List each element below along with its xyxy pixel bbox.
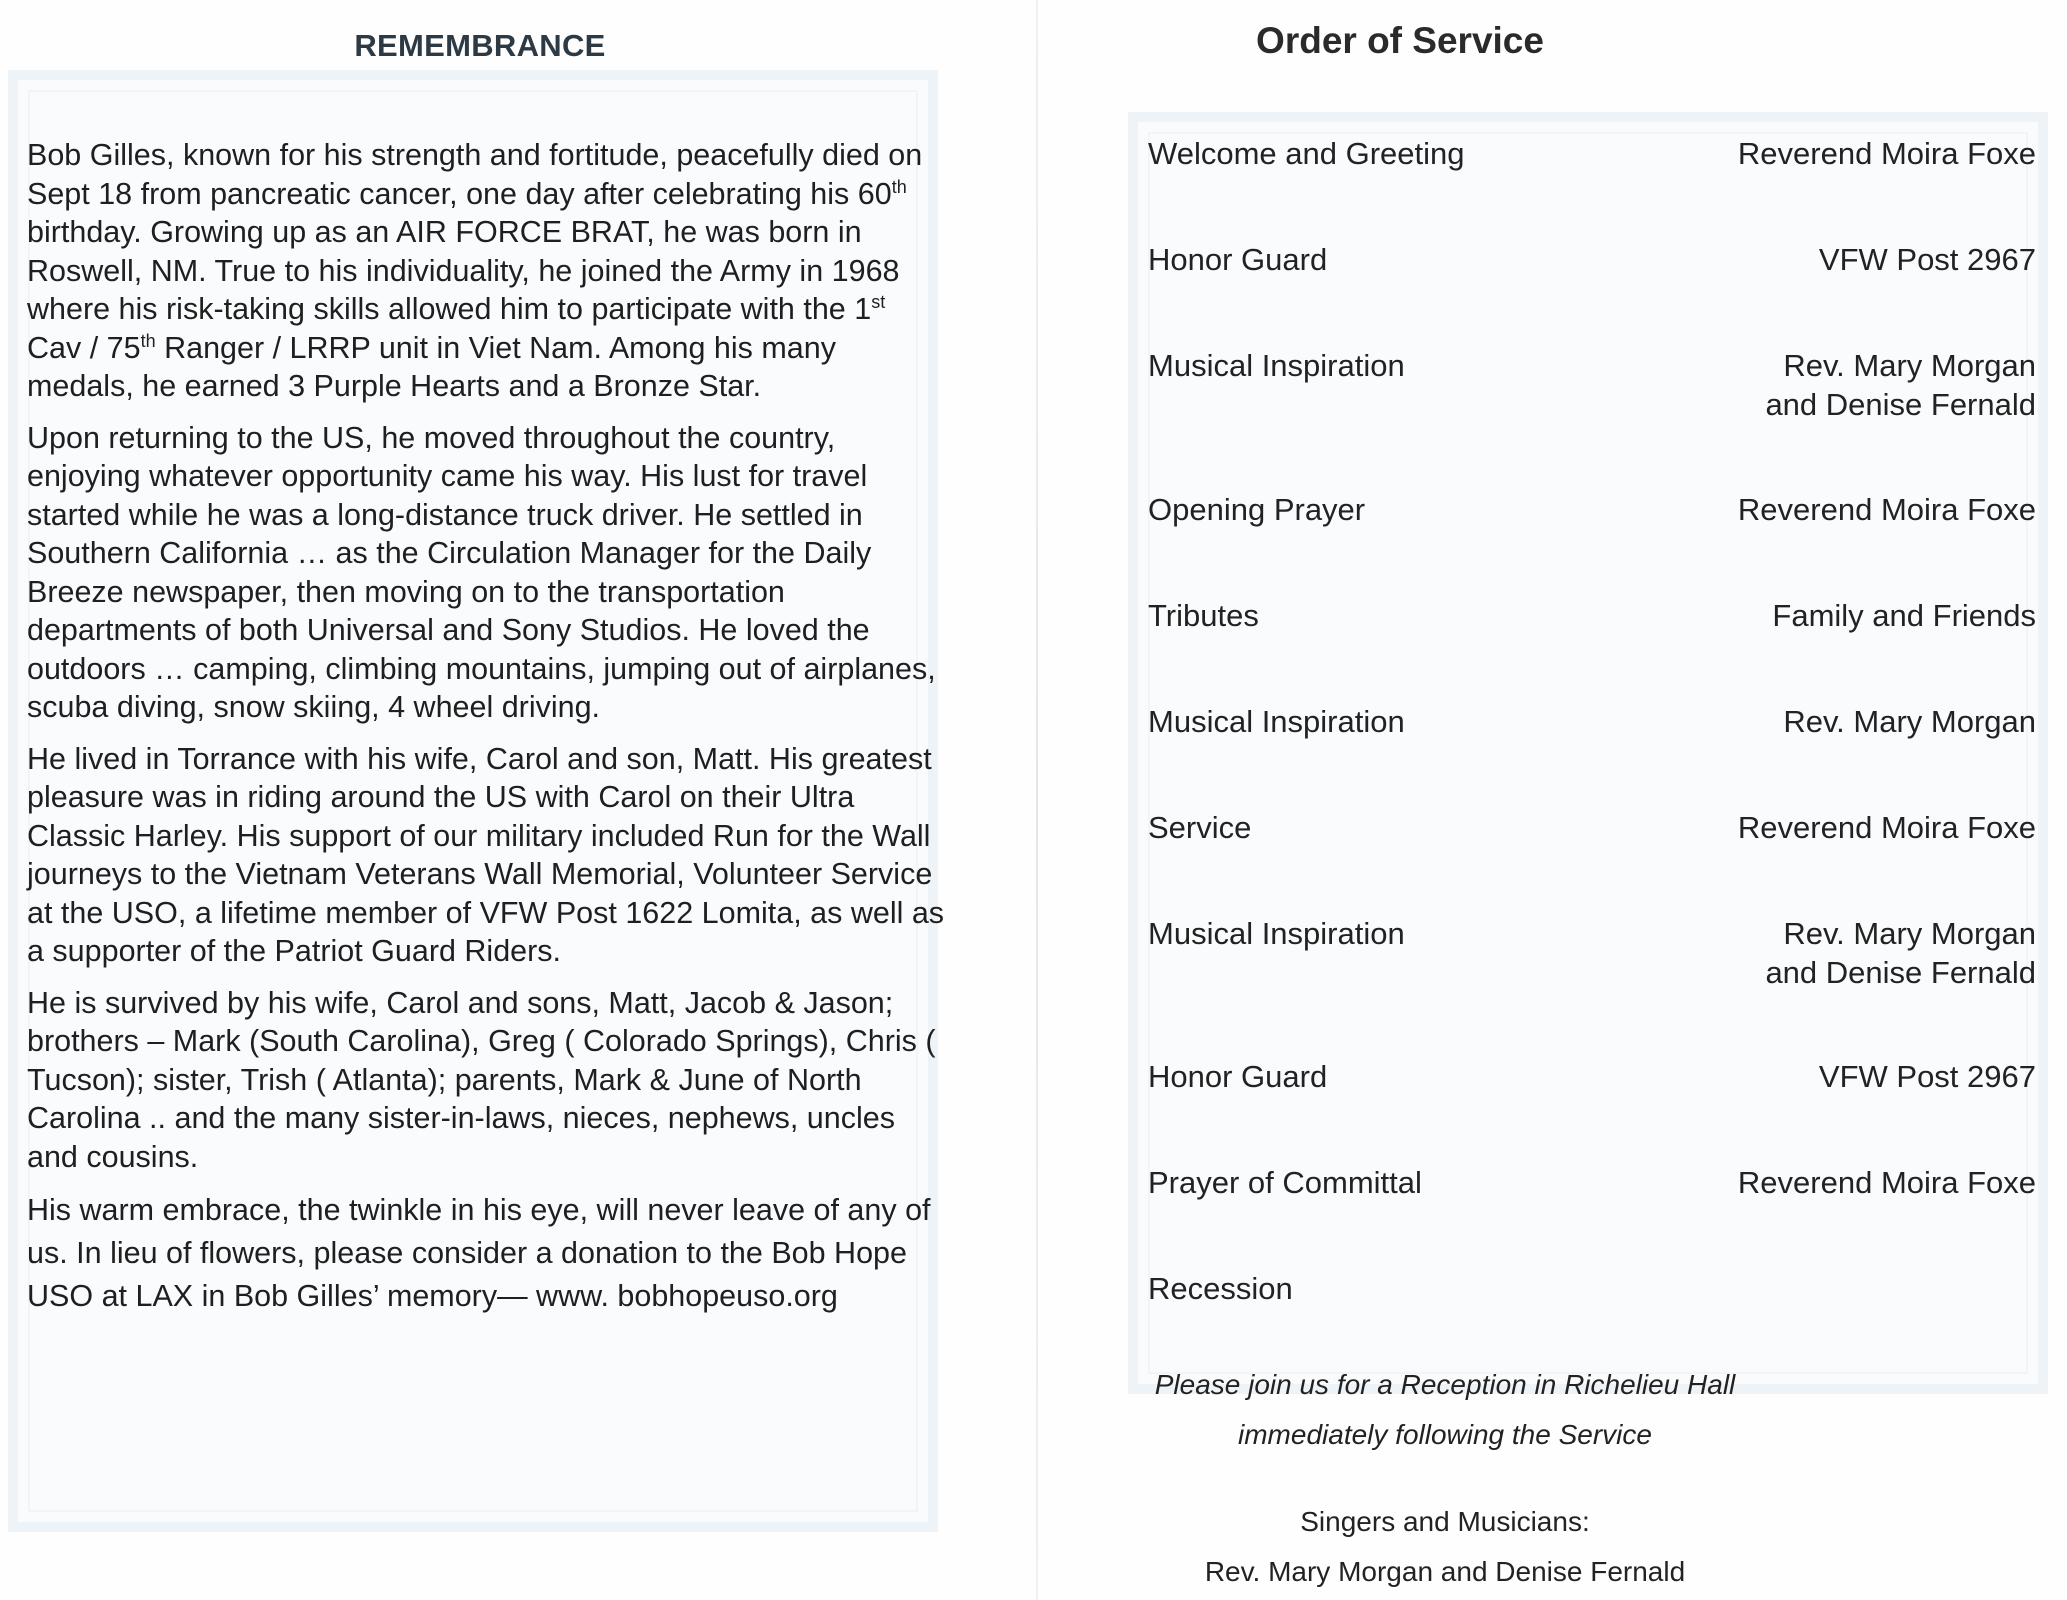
- reception-line-2: immediately following the Service: [1238, 1419, 1652, 1450]
- officiant-line-1: Reverend Moira Foxe: [1737, 1165, 2036, 1200]
- service-item-officiant: [1738, 808, 2036, 847]
- officiant-line-1: VFW Post 2967: [1818, 1059, 2036, 1094]
- service-item-officiant: [1772, 596, 2036, 635]
- p1-part-c: Cav / 75: [27, 330, 141, 365]
- p1-sup-st: st: [871, 291, 886, 312]
- officiant-line-1: Reverend Moira Foxe: [1737, 810, 2036, 845]
- service-item-officiant: [1783, 702, 2036, 741]
- service-item-officiant: [1819, 240, 2036, 279]
- officiant-line-2: and Denise Fernald: [1765, 955, 2036, 990]
- p1-part-d: Ranger / LRRP unit in Viet Nam. Among his many medals, he earned 3 Purple Hearts and a Bronze Star.: [27, 330, 836, 403]
- service-item-label: Musical Inspiration: [1148, 704, 1405, 739]
- officiant-line-2: and Denise Fernald: [1765, 387, 2036, 422]
- service-item-label: Musical Inspiration: [1148, 348, 1405, 383]
- p1-sup-th: th: [891, 176, 907, 197]
- remembrance-paragraph-2: Upon returning to the US, he moved throughout the country, enjoying whatever opportunity came his way. His lust for travel started while he was a long-distance truck driver. He settled in Southern California … as the Circulation Manager for the Daily Breeze newspaper, then moving on to the transportation departments of both Universal and Sony Studios. He loved the outdoors … camping, climbing mountains, jumping out of airplanes, scuba diving, snow skiing, 4 wheel driving.: [27, 420, 936, 724]
- p1-part-a: Bob Gilles, known for his strength and fortitude, peacefully died on Sept 18 from pancreatic cancer, one day after celebrating his 60: [27, 138, 923, 211]
- singers-names: Rev. Mary Morgan and Denise Fernald: [1204, 1556, 1686, 1587]
- singers-heading: Singers and Musicians:: [1300, 1506, 1590, 1537]
- service-item-officiant: [1738, 134, 2036, 173]
- service-item-label: Welcome and Greeting: [1148, 136, 1465, 171]
- service-item-officiant: [1738, 490, 2036, 529]
- service-item-officiant: [1738, 1163, 2036, 1202]
- service-item-officiant: [1819, 1057, 2036, 1096]
- officiant-line-1: Reverend Moira Foxe: [1737, 492, 2036, 527]
- officiant-line-1: VFW Post 2967: [1818, 242, 2036, 277]
- remembrance-paragraph-3: He lived in Torrance with his wife, Carol and son, Matt. His greatest pleasure was in riding around the US with Carol on their Ultra Classic Harley. His support of our military included Run for the Wall journeys to the Vietnam Veterans Wall Memorial, Volunteer Service at the USO, a lifetime member of VFW Post 1622 Lomita, as well as a supporter of the Patriot Guard Riders.: [27, 741, 945, 968]
- service-item-label: Recession: [1148, 1271, 1293, 1306]
- reception-line-1: Please join us for a Reception in Richelieu Hall: [1154, 1369, 1736, 1400]
- service-item-officiant: [1765, 914, 2036, 992]
- service-item-officiant: [1765, 346, 2036, 424]
- remembrance-paragraph-1: [27, 136, 947, 406]
- officiant-line-1: Rev. Mary Morgan: [1783, 348, 2036, 383]
- p1-sup-th-2: th: [140, 330, 156, 351]
- officiant-line-1: Reverend Moira Foxe: [1737, 136, 2036, 171]
- p1-part-b: birthday. Growing up as an AIR FORCE BRAT, he was born in Roswell, NM. True to his individuality, he joined the Army in 1968 where his risk-taking skills allowed him to participate with the 1: [27, 215, 900, 326]
- officiant-line-1: Rev. Mary Morgan: [1783, 704, 2036, 739]
- service-item-label: Honor Guard: [1148, 1059, 1328, 1094]
- remembrance-paragraph-4: He is survived by his wife, Carol and sons, Matt, Jacob & Jason; brothers – Mark (South Carolina), Greg ( Colorado Springs), Chris ( Tucson); sister, Trish ( Atlanta); parents, Mark & June of North Carolina .. and the many sister-in-laws, nieces, nephews, uncles and cousins.: [27, 985, 936, 1174]
- remembrance-text: [27, 136, 947, 1331]
- service-item-label: Prayer of Committal: [1148, 1165, 1422, 1200]
- remembrance-paragraph-5: His warm embrace, the twinkle in his eye, will never leave of any of us. In lieu of flowers, please consider a donation to the Bob Hope USO at LAX in Bob Gilles’ memory— www. bobhopeuso.org: [27, 1193, 931, 1313]
- service-item-label: Service: [1148, 810, 1252, 845]
- officiant-line-1: Rev. Mary Morgan: [1783, 916, 2036, 951]
- order-of-service-heading: Order of Service: [1256, 20, 1544, 61]
- service-item-label: Honor Guard: [1148, 242, 1328, 277]
- service-item-label: Tributes: [1148, 598, 1259, 633]
- officiant-line-1: Family and Friends: [1772, 598, 2036, 633]
- remembrance-heading: REMEMBRANCE: [354, 28, 606, 63]
- service-item-label: Musical Inspiration: [1148, 916, 1405, 951]
- service-item-label: Opening Prayer: [1148, 492, 1366, 527]
